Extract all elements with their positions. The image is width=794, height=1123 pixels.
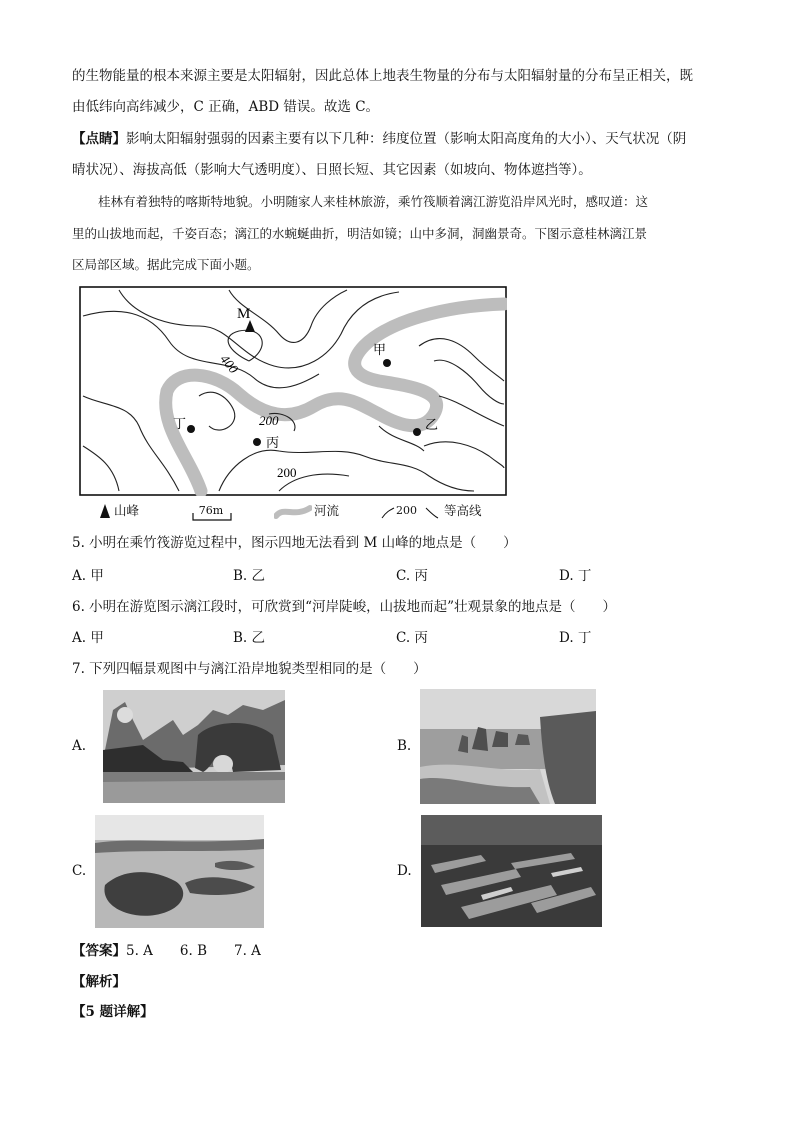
- q6-option-b: B. 乙: [233, 630, 266, 646]
- paragraph-line: 的生物能量的根本来源主要是太阳辐射，因此总体上地表生物量的分布与太阳辐射量的分布呈正相关，既: [72, 68, 693, 84]
- paragraph-line: 由低纬向高纬减少，C 正确，ABD 错误。故选 C。: [72, 99, 380, 115]
- dianjing-tag: 【点睛】: [72, 131, 126, 147]
- q5-option-b: B. 乙: [233, 568, 266, 584]
- intro-line: 桂林有着独特的喀斯特地貌。小明随家人来桂林旅游，乘竹筏顺着漓江游览沿岸风光时，感叹道：这: [98, 194, 649, 209]
- point-yi: [413, 428, 421, 436]
- dianjing-text: 影响太阳辐射强弱的因素主要有以下几种：纬度位置（影响太阳高度角的大小）、天气状况（阴: [126, 131, 687, 147]
- q5-option-c: C. 丙: [396, 568, 428, 584]
- legend-contour-label: 等高线: [444, 503, 482, 518]
- point-jia: [383, 359, 391, 367]
- q6-option-a: A. 甲: [72, 630, 104, 646]
- paragraph-line: 晴状况）、海拔高低（影响大气透明度）、日照长短、其它因素（如坡向、物体遮挡等）。: [72, 162, 592, 178]
- point-ding: [187, 425, 195, 433]
- peak-legend-icon: [100, 504, 110, 518]
- river-legend-icon: [274, 504, 312, 520]
- intro-line: 区局部区域。据此完成下面小题。: [72, 257, 260, 272]
- q7-option-a-label: A.: [72, 738, 87, 754]
- point-ding-label: 丁: [173, 417, 187, 432]
- answer-line: [72, 941, 261, 961]
- q7-option-d-label: D.: [397, 863, 412, 879]
- q7-option-b-label: B.: [397, 738, 412, 754]
- q6-option-c: C. 丙: [396, 630, 428, 646]
- intro-line: 里的山拔地而起，千姿百态；漓江的水蜿蜒曲折，明洁如镜；山中多洞，洞幽景奇。下图示意桂林漓江景: [72, 226, 648, 241]
- q5-option-a: A. 甲: [72, 568, 104, 584]
- point-bing-label: 丙: [266, 436, 280, 451]
- q7-stem: 7. 下列四幅景观图中与漓江沿岸地貌类型相同的是（ ）: [72, 661, 427, 677]
- analysis-tag: 【解析】: [72, 974, 126, 990]
- contour-label: 200: [259, 413, 279, 428]
- peak-label: M: [237, 306, 251, 322]
- map-legend: [96, 500, 508, 524]
- q6-option-d: D. 丁: [559, 630, 592, 646]
- answer-tag: 【答案】: [72, 943, 126, 959]
- photo-yardang-landform: [421, 815, 602, 927]
- point-jia-label: 甲: [373, 343, 387, 358]
- photo-reservoir-islands: [95, 815, 264, 928]
- photo-elephant-trunk-hill: [103, 690, 285, 803]
- q7-option-c-label: C.: [72, 863, 87, 879]
- q5-option-d: D. 丁: [559, 568, 592, 584]
- answer-values: 5. A 6. B 7. A: [126, 943, 261, 959]
- point-yi-label: 乙: [425, 418, 439, 433]
- q5-stem: 5. 小明在乘竹筏游览过程中，图示四地无法看到 M 山峰的地点是（ ）: [72, 535, 517, 551]
- point-bing: [253, 438, 261, 446]
- legend-river-label: 河流: [314, 503, 340, 518]
- lijiang-contour-map: [79, 286, 507, 496]
- contour-label: 400: [217, 351, 242, 377]
- contour-label: 200: [277, 465, 297, 480]
- scale-bar: [192, 512, 232, 522]
- dianjing-line: [72, 129, 686, 149]
- legend-scale-label: 76m: [198, 504, 224, 517]
- photo-coastal-sea-stacks: [420, 689, 596, 804]
- legend-peak-label: 山峰: [114, 503, 140, 518]
- q6-stem: 6. 小明在游览图示漓江段时，可欣赏到“河岸陡峻，山拔地而起”壮观景象的地点是（ ）: [72, 599, 616, 615]
- legend-contour-value: 200: [396, 504, 417, 517]
- detail5-tag: 【5 题详解】: [72, 1004, 154, 1020]
